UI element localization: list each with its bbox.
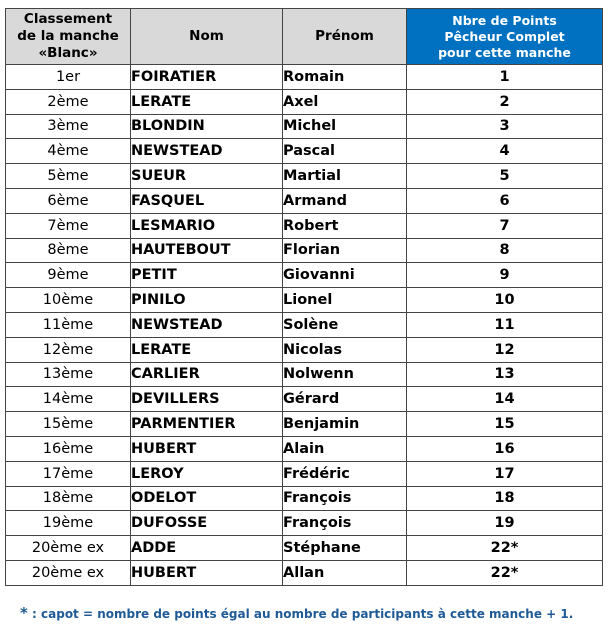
nom-header: Nom — [131, 9, 283, 65]
points-cell: 3 — [407, 114, 603, 139]
rank-cell: 13ème — [6, 362, 131, 387]
prenom-cell: Lionel — [283, 288, 407, 313]
prenom-cell: François — [283, 511, 407, 536]
points-cell: 17 — [407, 461, 603, 486]
nom-cell: PINILO — [131, 288, 283, 313]
rank-cell: 5ème — [6, 164, 131, 189]
points-cell: 12 — [407, 337, 603, 362]
table-row — [6, 288, 603, 313]
nom-cell: FOIRATIER — [131, 65, 283, 90]
prenom-cell: Michel — [283, 114, 407, 139]
prenom-cell: Allan — [283, 560, 407, 585]
points-cell: 11 — [407, 312, 603, 337]
nom-cell: BLONDIN — [131, 114, 283, 139]
points-cell: 5 — [407, 164, 603, 189]
prenom-cell: Martial — [283, 164, 407, 189]
prenom-cell: Florian — [283, 238, 407, 263]
points-cell: 1 — [407, 65, 603, 90]
prenom-cell: Alain — [283, 436, 407, 461]
points-cell: 22* — [407, 560, 603, 585]
nom-cell: HAUTEBOUT — [131, 238, 283, 263]
table-row — [6, 114, 603, 139]
points-cell: 18 — [407, 486, 603, 511]
table-row — [6, 337, 603, 362]
table-row — [6, 89, 603, 114]
table-row — [6, 486, 603, 511]
points-cell: 4 — [407, 139, 603, 164]
table-body — [6, 65, 603, 586]
prenom-cell: Romain — [283, 65, 407, 90]
rank-cell: 2ème — [6, 89, 131, 114]
nom-cell: NEWSTEAD — [131, 312, 283, 337]
rank-cell: 20ème ex — [6, 536, 131, 561]
rank-header: Classement de la manche «Blanc» — [6, 9, 131, 65]
points-cell: 10 — [407, 288, 603, 313]
table-row — [6, 139, 603, 164]
prenom-cell: Gérard — [283, 387, 407, 412]
nom-cell: DEVILLERS — [131, 387, 283, 412]
nom-cell: DUFOSSE — [131, 511, 283, 536]
rank-cell: 4ème — [6, 139, 131, 164]
prenom-cell: Robert — [283, 213, 407, 238]
nom-cell: HUBERT — [131, 560, 283, 585]
table-row — [6, 362, 603, 387]
nom-cell: PARMENTIER — [131, 412, 283, 437]
points-cell: 8 — [407, 238, 603, 263]
points-cell: 6 — [407, 188, 603, 213]
rank-cell: 17ème — [6, 461, 131, 486]
footnote-text: : capot = nombre de points égal au nombre de participants à cette manche + 1. — [27, 607, 574, 621]
table-row — [6, 436, 603, 461]
prenom-cell: François — [283, 486, 407, 511]
prenom-cell: Pascal — [283, 139, 407, 164]
table-row — [6, 511, 603, 536]
rank-cell: 3ème — [6, 114, 131, 139]
rank-cell: 9ème — [6, 263, 131, 288]
nom-cell: CARLIER — [131, 362, 283, 387]
points-cell: 2 — [407, 89, 603, 114]
nom-cell: FASQUEL — [131, 188, 283, 213]
rank-cell: 6ème — [6, 188, 131, 213]
prenom-cell: Solène — [283, 312, 407, 337]
rank-cell: 16ème — [6, 436, 131, 461]
nom-cell: ODELOT — [131, 486, 283, 511]
nom-cell: NEWSTEAD — [131, 139, 283, 164]
points-cell: 13 — [407, 362, 603, 387]
nom-cell: PETIT — [131, 263, 283, 288]
footnote — [20, 604, 573, 622]
prenom-cell: Nicolas — [283, 337, 407, 362]
points-cell: 22* — [407, 536, 603, 561]
table-row — [6, 412, 603, 437]
points-cell: 15 — [407, 412, 603, 437]
prenom-cell: Stéphane — [283, 536, 407, 561]
table-row — [6, 188, 603, 213]
rank-cell: 11ème — [6, 312, 131, 337]
nom-cell: LERATE — [131, 89, 283, 114]
rank-cell: 1er — [6, 65, 131, 90]
table-row — [6, 387, 603, 412]
header-row — [6, 9, 603, 65]
nom-cell: HUBERT — [131, 436, 283, 461]
rank-cell: 7ème — [6, 213, 131, 238]
prenom-cell: Benjamin — [283, 412, 407, 437]
nom-cell: SUEUR — [131, 164, 283, 189]
table-row — [6, 312, 603, 337]
table-row — [6, 461, 603, 486]
points-cell: 16 — [407, 436, 603, 461]
rank-cell: 12ème — [6, 337, 131, 362]
points-cell: 9 — [407, 263, 603, 288]
rank-cell: 10ème — [6, 288, 131, 313]
nom-cell: ADDE — [131, 536, 283, 561]
table-row — [6, 238, 603, 263]
asterisk-mark: * — [20, 604, 28, 622]
rank-cell: 14ème — [6, 387, 131, 412]
nom-cell: LERATE — [131, 337, 283, 362]
table-row — [6, 560, 603, 585]
prenom-cell: Armand — [283, 188, 407, 213]
ranking-table — [5, 8, 603, 586]
prenom-cell: Giovanni — [283, 263, 407, 288]
rank-cell: 18ème — [6, 486, 131, 511]
points-cell: 14 — [407, 387, 603, 412]
table-row — [6, 164, 603, 189]
points-cell: 7 — [407, 213, 603, 238]
prenom-cell: Axel — [283, 89, 407, 114]
points-cell: 19 — [407, 511, 603, 536]
nom-cell: LEROY — [131, 461, 283, 486]
prenom-header: Prénom — [283, 9, 407, 65]
prenom-cell: Frédéric — [283, 461, 407, 486]
rank-cell: 15ème — [6, 412, 131, 437]
prenom-cell: Nolwenn — [283, 362, 407, 387]
rank-cell: 20ème ex — [6, 560, 131, 585]
nom-cell: LESMARIO — [131, 213, 283, 238]
table-row — [6, 65, 603, 90]
table-row — [6, 213, 603, 238]
table-row — [6, 263, 603, 288]
points-header: Nbre de Points Pêcheur Complet pour cette manche — [407, 9, 603, 65]
rank-cell: 19ème — [6, 511, 131, 536]
rank-cell: 8ème — [6, 238, 131, 263]
table-row — [6, 536, 603, 561]
